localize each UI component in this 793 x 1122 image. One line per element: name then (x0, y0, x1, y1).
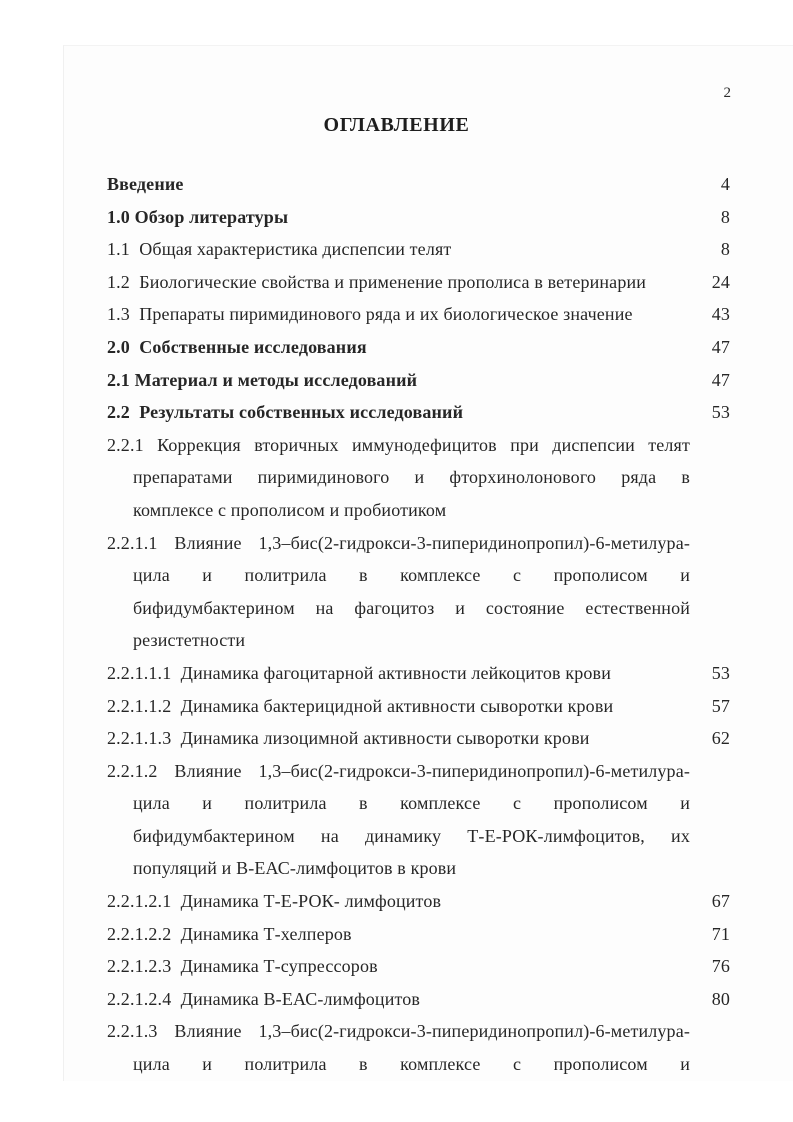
toc-entry-page-number: 53 (711, 402, 730, 423)
toc-entry-line (0, 527, 793, 560)
page-number: 2 (723, 85, 731, 101)
toc-entry-line (0, 298, 793, 331)
toc-entry-line (0, 396, 793, 429)
toc-entry-text: 1.3 Препараты пиримидинового ряда и их биологическое значение (107, 304, 633, 325)
toc-entry-text: резистетности (133, 630, 246, 651)
toc-entry-page-number: 62 (711, 728, 730, 749)
toc-entry-page-number: 80 (711, 988, 730, 1009)
toc-entry-line (0, 461, 793, 494)
toc-entry-text: препаратами пиримидинового и фторхинолонового ряда в (133, 467, 690, 488)
toc-entry-page-number: 76 (711, 956, 730, 977)
toc-entry-text: 2.2.1.2.3 Динамика Т-супрессоров (107, 956, 378, 977)
toc-entry-text: популяций и В-ЕАС-лимфоцитов в крови (133, 858, 457, 879)
toc-entry-page-number: 8 (720, 206, 730, 227)
toc-entry-line (0, 983, 793, 1016)
toc-entry-text: 2.2.1.2.2 Динамика Т-хелперов (107, 923, 352, 944)
toc-entry-page-number: 43 (711, 304, 730, 325)
toc-entry-page-number: 57 (711, 695, 730, 716)
toc-entry-page-number: 4 (720, 174, 730, 194)
table-of-contents (0, 168, 793, 1081)
toc-entry-line (0, 266, 793, 299)
toc-entry-line (0, 885, 793, 918)
toc-entry-line (0, 168, 793, 201)
toc-entry-text: 2.2.1.2 Влияние 1,3–бис(2-гидрокси-3-пиперидинопропил)-6-метилура- (107, 760, 690, 781)
toc-entry-page-number: 47 (711, 336, 730, 357)
toc-entry-line (0, 331, 793, 364)
toc-entry-line (0, 820, 793, 853)
toc-entry-line (0, 233, 793, 266)
toc-entry-line (0, 1015, 793, 1048)
toc-entry-text: 2.2.1.2.4 Динамика В-ЕАС-лимфоцитов (107, 988, 421, 1009)
toc-entry-text: 2.1 Материал и методы исследований (107, 369, 418, 390)
toc-entry-line (0, 722, 793, 755)
toc-entry-text: 2.2.1.1.2 Динамика бактерицидной активности сыворотки крови (107, 695, 614, 716)
toc-entry-line (0, 755, 793, 788)
toc-entry-page-number: 8 (720, 239, 730, 260)
toc-entry-line (0, 950, 793, 983)
toc-entry-text: комплексе с прополисом и пробиотиком (133, 499, 447, 520)
toc-entry-line (0, 918, 793, 951)
document-title: ОГЛАВЛЕНИЕ (323, 114, 470, 136)
toc-entry-text: 2.2.1.3 Влияние 1,3–бис(2-гидрокси-3-пиперидинопропил)-6-метилура- (107, 1021, 690, 1042)
toc-entry-text: Введение (107, 174, 184, 194)
toc-entry-text: цила и политрила в комплексе с прополисом и (133, 793, 690, 814)
toc-entry-text: 2.2.1.2.1 Динамика Т-Е-РОК- лимфоцитов (107, 891, 442, 912)
toc-entry-line (0, 364, 793, 397)
toc-entry-line (0, 787, 793, 820)
toc-entry-line (0, 852, 793, 885)
toc-entry-line (0, 690, 793, 723)
toc-entry-line (0, 624, 793, 657)
toc-entry-text: 1.1 Общая характеристика диспепсии телят (107, 239, 452, 260)
toc-entry-line (0, 1048, 793, 1081)
toc-entry-line (0, 429, 793, 462)
toc-entry-text: 1.2 Биологические свойства и применение прополиса в ветеринарии (107, 271, 647, 292)
toc-entry-line (0, 201, 793, 234)
toc-entry-text: 2.0 Собственные исследования (107, 336, 367, 357)
toc-entry-line (0, 494, 793, 527)
toc-entry-text: 2.2.1.1 Влияние 1,3–бис(2-гидрокси-3-пиперидинопропил)-6-метилура- (107, 532, 690, 553)
toc-entry-page-number: 71 (711, 923, 730, 944)
toc-entry-text: 2.2.1 Коррекция вторичных иммунодефицитов при диспепсии телят (107, 434, 690, 455)
toc-entry-page-number: 67 (711, 891, 730, 912)
toc-entry-line (0, 657, 793, 690)
toc-entry-page-number: 47 (711, 369, 730, 390)
toc-entry-text: 2.2.1.1.1 Динамика фагоцитарной активности лейкоцитов крови (107, 662, 611, 683)
toc-entry-text: 2.2.1.1.3 Динамика лизоцимной активности сыворотки крови (107, 728, 590, 749)
toc-entry-text: бифидумбактерином на фагоцитоз и состояние естественной (133, 597, 690, 618)
toc-entry-text: 2.2 Результаты собственных исследований (107, 402, 464, 423)
toc-entry-text: бифидумбактерином на динамику Т-Е-РОК-лимфоцитов, их (133, 825, 690, 846)
toc-entry-text: цила и политрила в комплексе с прополисом и (133, 565, 690, 586)
toc-entry-line (0, 592, 793, 625)
toc-entry-text: цила и политрила в комплексе с прополисом и (133, 1054, 690, 1075)
toc-entry-page-number: 24 (711, 271, 730, 292)
toc-entry-text: 1.0 Обзор литературы (107, 206, 289, 227)
toc-entry-page-number: 53 (711, 662, 730, 683)
toc-entry-line (0, 559, 793, 592)
